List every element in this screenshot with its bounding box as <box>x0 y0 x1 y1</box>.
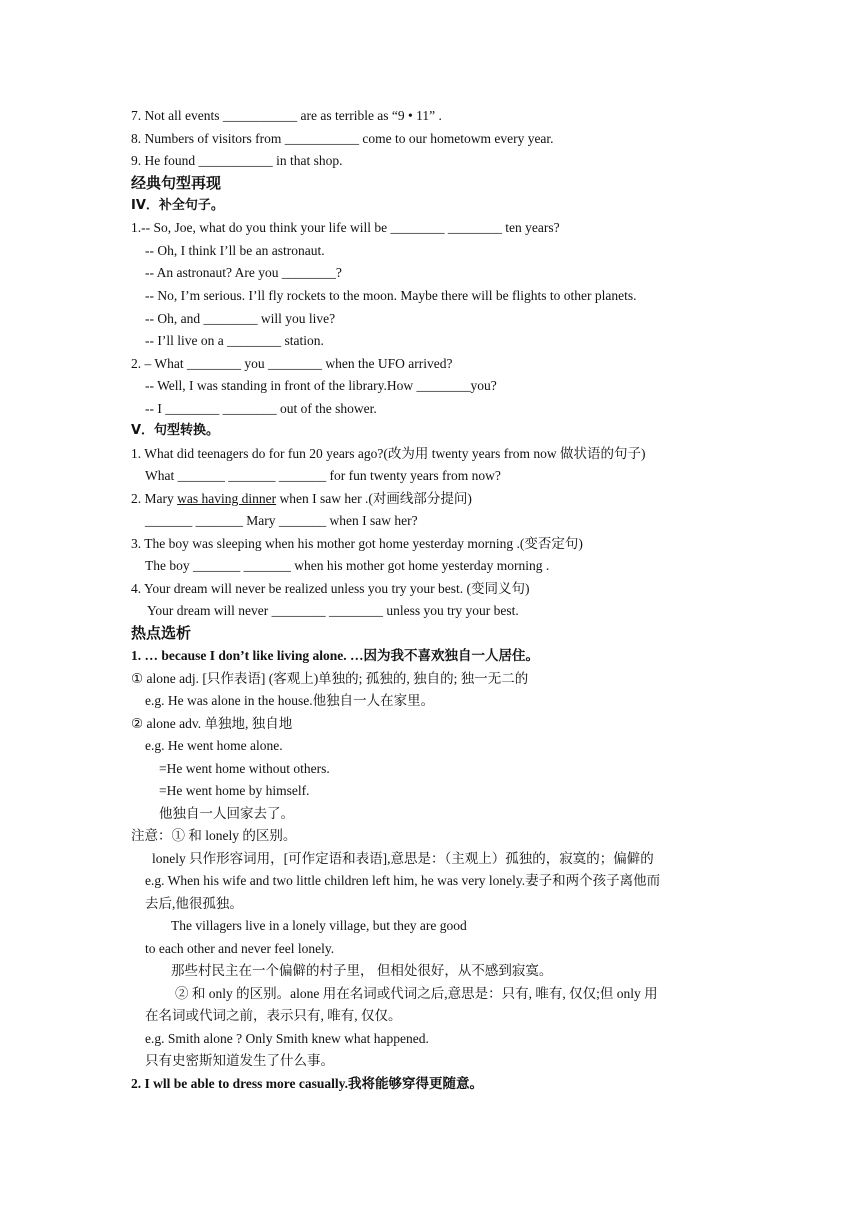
part4-line-8: -- Well, I was standing in front of the library.How ________you? <box>145 378 497 393</box>
part5-q2-pre: 2. Mary <box>131 491 178 506</box>
alone-adv-example-2: =He went home without others. <box>159 761 330 776</box>
only-example-1: e.g. Smith alone ? Only Smith knew what happened. <box>145 1031 429 1046</box>
hot-topics-heading: 热点选析 <box>131 624 192 642</box>
part4-line-3: -- An astronaut? Are you ________? <box>145 265 342 280</box>
fill-blank-9: 9. He found ___________ in that shop. <box>131 153 343 168</box>
part5-q2-underlined: was having dinner <box>177 491 277 506</box>
part4-line-9: -- I ________ ________ out of the shower. <box>145 401 377 416</box>
part5-q2 <box>131 490 472 508</box>
part5-q2-post: when I saw her .(对画线部分提问) <box>276 491 472 506</box>
alone-adv-example-4: 他独自一人回家去了。 <box>159 806 294 821</box>
part5-q1: 1. What did teenagers do for fun 20 years ago?(改为用 twenty years from now 做状语的句子) <box>131 446 646 461</box>
fill-blank-7: 7. Not all events ___________ are as terrible as “9 • 11” . <box>131 108 442 123</box>
alone-adv-example-3: =He went home by himself. <box>159 783 310 798</box>
part4-line-4: -- No, I’m serious. I’ll fly rockets to the moon. Maybe there will be flights to other planets. <box>145 288 637 303</box>
part5-q4-answer: Your dream will never ________ ________ unless you try your best. <box>147 603 519 618</box>
lonely-example-1b: 去后,他很孤独。 <box>145 896 243 911</box>
lonely-example-2b: to each other and never feel lonely. <box>145 941 335 956</box>
alone-adv-example-1: e.g. He went home alone. <box>145 738 283 753</box>
fill-blank-8: 8. Numbers of visitors from ___________ come to our hometowm every year. <box>131 131 554 146</box>
part4-line-6: -- I’ll live on a ________ station. <box>145 333 324 348</box>
part5-q2-answer: _______ _______ Mary _______ when I saw her? <box>145 513 418 528</box>
only-example-2: 只有史密斯知道发生了什么事。 <box>145 1053 334 1068</box>
part5-q3-answer: The boy _______ _______ when his mother got home yesterday morning . <box>145 558 550 573</box>
part4-line-5: -- Oh, and ________ will you live? <box>145 311 336 326</box>
part4-line-7: 2. – What ________ you ________ when the UFO arrived? <box>131 356 453 371</box>
lonely-example-1: e.g. When his wife and two little children left him, he was very lonely.妻子和两个孩子离他而 <box>145 873 661 888</box>
note-title: 注意：① 和 lonely 的区别。 <box>131 828 297 843</box>
alone-adv-line: ② alone adv. 单独地, 独自地 <box>131 716 293 731</box>
part5-heading: V．句型转换。 <box>131 423 220 438</box>
part4-line-1: 1.-- So, Joe, what do you think your life will be ________ ________ ten years? <box>131 220 560 235</box>
lonely-example-2: The villagers live in a lonely village, but they are good <box>171 918 467 933</box>
part4-heading: IV．补全句子。 <box>131 198 224 213</box>
alone-adj-example: e.g. He was alone in the house.他独自一人在家里。 <box>145 693 435 708</box>
lonely-definition: lonely 只作形容词用，[可作定语和表语],意思是：（主观上）孤独的，寂寞的；偏僻的 <box>152 851 654 866</box>
lonely-example-2c: 那些村民主在一个偏僻的村子里， 但相处很好，从不感到寂寞。 <box>171 963 553 978</box>
only-comparison-2: 在名词或代词之前，表示只有, 唯有, 仅仅。 <box>145 1008 402 1023</box>
part4-line-2: -- Oh, I think I’ll be an astronaut. <box>145 243 325 258</box>
part5-q1-answer: What _______ _______ _______ for fun twenty years from now? <box>145 468 501 483</box>
hot-item2-title: 2. I wll be able to dress more casually.我将能够穿得更随意。 <box>131 1076 484 1091</box>
part5-q3: 3. The boy was sleeping when his mother got home yesterday morning .(变否定句) <box>131 536 583 551</box>
hot-item1-title: 1. … because I don’t like living alone. …因为我不喜欢独自一人居住。 <box>131 648 540 663</box>
part5-q4: 4. Your dream will never be realized unless you try your best. (变同义句) <box>131 581 530 596</box>
classic-sentences-heading: 经典句型再现 <box>131 174 222 192</box>
alone-adj-line: ① alone adj. [只作表语] (客观上)单独的; 孤独的, 独自的; 独一无二的 <box>131 671 529 686</box>
only-comparison: ② 和 only 的区别。alone 用在名词或代词之后,意思是：只有, 唯有, 仅仅;但 only 用 <box>175 986 658 1001</box>
